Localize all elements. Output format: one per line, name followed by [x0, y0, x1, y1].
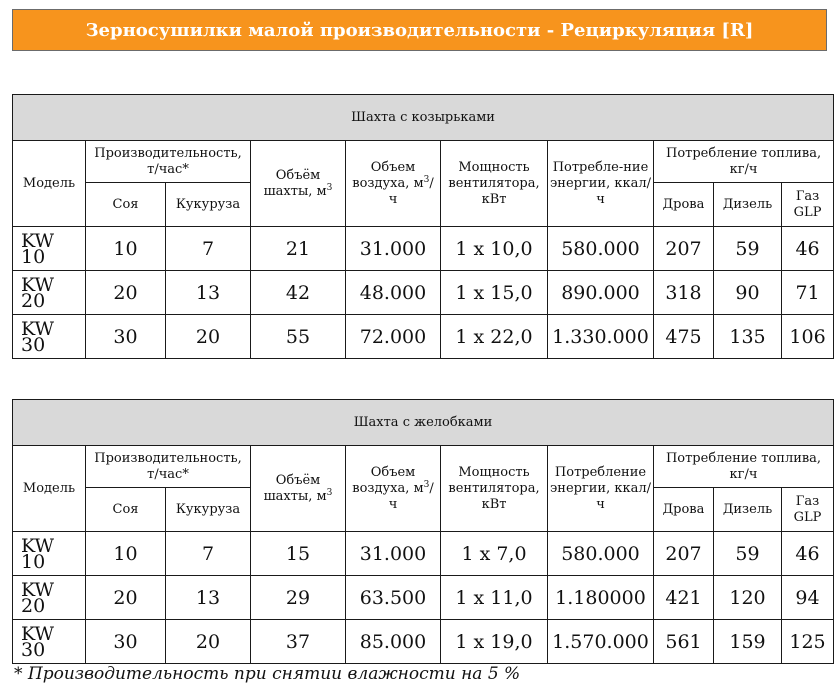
cell-energy: 1.570.000	[548, 620, 654, 664]
header-fan-power: Мощность вентилятора, кВт	[441, 141, 548, 227]
cell-air: 85.000	[346, 620, 441, 664]
cell-soy: 30	[86, 315, 166, 359]
table-row	[13, 271, 834, 315]
cell-gas: 125	[782, 620, 834, 664]
cell-corn: 13	[166, 271, 251, 315]
table-row	[13, 532, 834, 576]
table-row	[13, 576, 834, 620]
cell-energy: 1.330.000	[548, 315, 654, 359]
cell-diesel: 59	[714, 227, 782, 271]
footnote: * Производительность при снятии влажности на 5 %	[14, 664, 521, 684]
cell-model: KW 30	[13, 315, 86, 359]
header-air-volume: Объем воздуха, $м^3/ч$	[346, 446, 441, 532]
cell-shaft: 21	[251, 227, 346, 271]
header-shaft-volume: Объём шахты, $м^3$	[251, 446, 346, 532]
cell-soy: 10	[86, 227, 166, 271]
cell-energy: 580.000	[548, 532, 654, 576]
cell-air: 63.500	[346, 576, 441, 620]
header-gas: Газ GLP	[782, 488, 834, 532]
header-air-volume: Объем воздуха, $м^3/ч$	[346, 141, 441, 227]
table-caption: Шахта с козырьками	[13, 95, 834, 141]
header-soy: Соя	[86, 183, 166, 227]
header-capacity: Производительность, т/час*	[86, 446, 251, 488]
cell-energy: 1.180000	[548, 576, 654, 620]
header-corn: Кукуруза	[166, 183, 251, 227]
header-model: Модель	[13, 141, 86, 227]
cell-corn: 20	[166, 315, 251, 359]
cell-fan: 1 x 7,0	[441, 532, 548, 576]
header-diesel: Дизель	[714, 183, 782, 227]
header-capacity: Производительность, т/час*	[86, 141, 251, 183]
cell-fan: 1 x 22,0	[441, 315, 548, 359]
cell-gas: 46	[782, 227, 834, 271]
cell-diesel: 135	[714, 315, 782, 359]
header-diesel: Дизель	[714, 488, 782, 532]
cell-corn: 13	[166, 576, 251, 620]
cell-fan: 1 x 10,0	[441, 227, 548, 271]
cell-model: KW 20	[13, 271, 86, 315]
cell-model: KW 10	[13, 227, 86, 271]
cell-wood: 318	[654, 271, 714, 315]
cell-air: 31.000	[346, 532, 441, 576]
cell-soy: 20	[86, 271, 166, 315]
cell-gas: 46	[782, 532, 834, 576]
header-model: Модель	[13, 446, 86, 532]
cell-corn: 7	[166, 227, 251, 271]
cell-diesel: 120	[714, 576, 782, 620]
cell-air: 48.000	[346, 271, 441, 315]
cell-fan: 1 x 19,0	[441, 620, 548, 664]
cell-shaft: 37	[251, 620, 346, 664]
cell-corn: 20	[166, 620, 251, 664]
cell-fan: 1 x 11,0	[441, 576, 548, 620]
cell-gas: 106	[782, 315, 834, 359]
cell-gas: 94	[782, 576, 834, 620]
header-corn: Кукуруза	[166, 488, 251, 532]
header-gas: Газ GLP	[782, 183, 834, 227]
cell-energy: 890.000	[548, 271, 654, 315]
table-row	[13, 315, 834, 359]
header-shaft-volume: Объём шахты, $м^3$	[251, 141, 346, 227]
cell-energy: 580.000	[548, 227, 654, 271]
cell-shaft: 15	[251, 532, 346, 576]
cell-wood: 475	[654, 315, 714, 359]
header-energy: Потребле-ние энергии, ккал/ч	[548, 141, 654, 227]
cell-shaft: 42	[251, 271, 346, 315]
cell-air: 31.000	[346, 227, 441, 271]
table-row	[13, 620, 834, 664]
cell-shaft: 29	[251, 576, 346, 620]
cell-diesel: 159	[714, 620, 782, 664]
cell-corn: 7	[166, 532, 251, 576]
cell-diesel: 59	[714, 532, 782, 576]
cell-wood: 207	[654, 532, 714, 576]
cell-shaft: 55	[251, 315, 346, 359]
header-energy: Потребление энергии, ккал/ч	[548, 446, 654, 532]
page-title: Зерносушилки малой производительности - Рециркуляция [R]	[12, 9, 827, 51]
cell-model: KW 20	[13, 576, 86, 620]
cell-diesel: 90	[714, 271, 782, 315]
cell-air: 72.000	[346, 315, 441, 359]
header-wood: Дрова	[654, 488, 714, 532]
header-fuel: Потребление топлива, кг/ч	[654, 141, 834, 183]
cell-gas: 71	[782, 271, 834, 315]
cell-fan: 1 x 15,0	[441, 271, 548, 315]
cell-model: KW 10	[13, 532, 86, 576]
table-caption: Шахта с желобками	[13, 400, 834, 446]
cell-soy: 10	[86, 532, 166, 576]
cell-soy: 30	[86, 620, 166, 664]
header-wood: Дрова	[654, 183, 714, 227]
header-fan-power: Мощность вентилятора, кВт	[441, 446, 548, 532]
cell-wood: 207	[654, 227, 714, 271]
cell-model: KW 30	[13, 620, 86, 664]
spec-table-louvered-shaft	[12, 94, 834, 359]
spec-table-grooved-shaft	[12, 399, 834, 664]
cell-wood: 561	[654, 620, 714, 664]
cell-soy: 20	[86, 576, 166, 620]
header-soy: Соя	[86, 488, 166, 532]
table-row	[13, 227, 834, 271]
cell-wood: 421	[654, 576, 714, 620]
header-fuel: Потребление топлива, кг/ч	[654, 446, 834, 488]
